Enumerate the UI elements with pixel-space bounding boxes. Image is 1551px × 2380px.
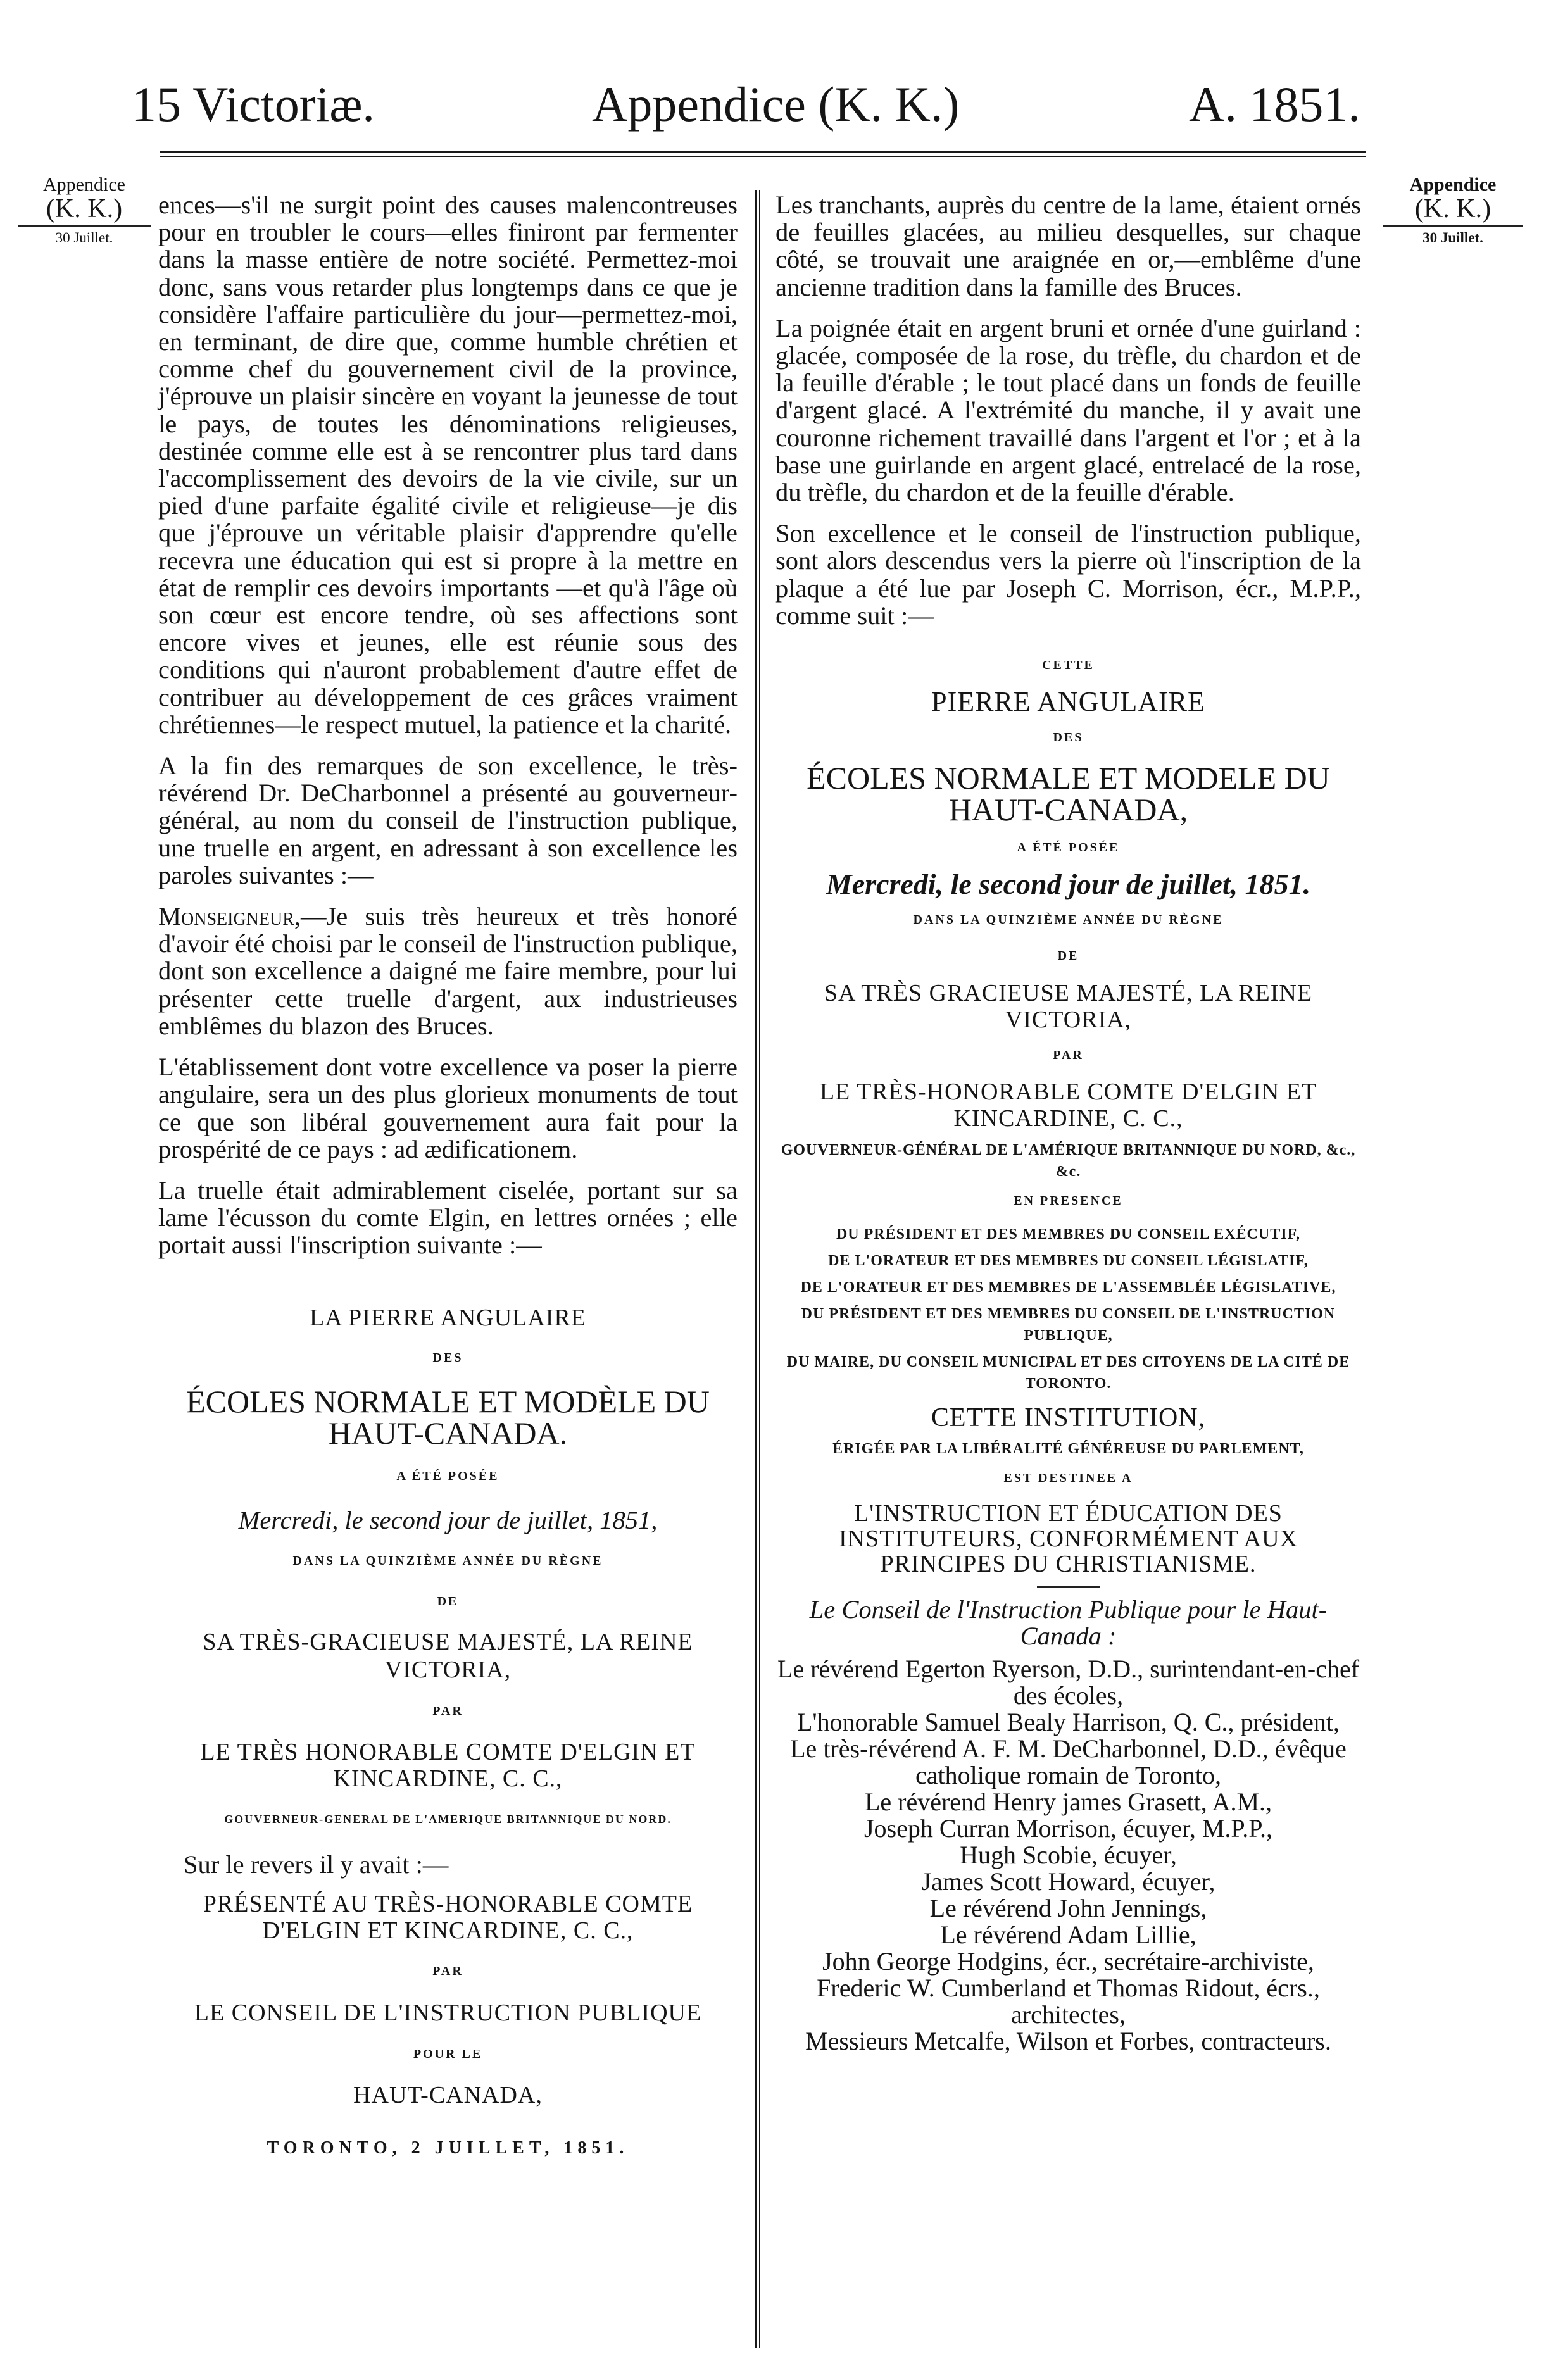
header-right: A. 1851. [1189,77,1360,132]
inscription-line: GOUVERNEUR-GÉNÉRAL DE L'AMÉRIQUE BRITANNIQUE DU NORD, &c., &c. [781,1141,1356,1180]
inscription-line: A ÉTÉ POSÉE [1017,840,1120,855]
inscription-line: DE [437,1594,459,1608]
inscription-line: ÉCOLES NORMALE ET MODELE DU HAUT-CANADA, [807,760,1330,827]
margin-kk-label: (K. K.) [46,194,123,223]
inscription-line: LE TRÈS-HONORABLE COMTE D'ELGIN ET KINCARDINE, C. C., [819,1078,1317,1132]
paragraph: Son excellence et le conseil de l'instruction publique, sont alors descendus vers la pierre où l'inscription de la plaque a été lue par Joseph C. Morrison, écr., M.P.P., comme suit :— [776,519,1361,630]
inscription-line: LE TRÈS HONORABLE COMTE D'ELGIN ET KINCARDINE, C. C., [200,1738,696,1792]
inscription-line: PAR [432,1964,463,1979]
inscription-line: DANS LA QUINZIÈME ANNÉE DU RÈGNE [292,1554,603,1569]
right-column [776,191,1361,2055]
paragraph-text: —Je suis très heureux et très honoré d'avoir été choisi par le conseil de l'instruction publique, dont son excellence a daigné me faire membre, pour lui présenter cette truelle d'argent, aux industrieuses emblêmes du blazon des Bruces. [158,902,738,1040]
inscription-line: CETTE INSTITUTION, [931,1403,1206,1432]
list-item: Le révérend Adam Lillie, [940,1920,1196,1950]
inscription-line: DE [1057,949,1079,963]
inscription-line: TORONTO, 2 JUILLET, 1851. [267,2138,629,2158]
reverse-intro: Sur le revers il y avait :— [184,1850,449,1879]
header-center: Appendice (K. K.) [592,77,960,132]
inscription-line: HAUT-CANADA, [353,2081,543,2108]
margin-date-label: 30 Juillet. [18,225,151,246]
inscription-line: GOUVERNEUR-GENERAL DE L'AMERIQUE BRITANNIQUE DU NORD. [224,1812,672,1826]
margin-appendice-label: Appendice [43,174,125,195]
inscription-line: PAR [1053,1048,1084,1063]
header-rule-top [160,151,1366,153]
inscription-line: A ÉTÉ POSÉE [396,1469,499,1483]
list-item: Le révérend John Jennings, [929,1894,1207,1923]
inscription-line: PRÉSENTÉ AU TRÈS-HONORABLE COMTE D'ELGIN ET KINCARDINE, C. C., [203,1891,693,1945]
column-divider-a [755,190,757,2348]
list-item: Joseph Curran Morrison, écuyer, M.P.P., [863,1814,1273,1843]
inscription-line: ÉCOLES NORMALE ET MODÈLE DU HAUT-CANADA. [186,1383,710,1451]
inscription-line: DU PRÉSIDENT ET DES MEMBRES DU CONSEIL DE L'INSTRUCTION PUBLIQUE, [801,1305,1336,1344]
header-rule-bottom [160,156,1366,157]
paragraph [158,903,738,1039]
inscription-line: POUR LE [413,2046,483,2061]
inscription-line: LA PIERRE ANGULAIRE [310,1304,586,1331]
left-column [158,191,738,2162]
paragraph: A la fin des remarques de son excellence, le très-révérend Dr. DeCharbonnel a présenté au gouverneur-général, au nom du conseil de l'instruction publique, une truelle en argent, en adressant à son excellence les paroles suivantes :— [158,751,738,889]
paragraph: La truelle était admirablement ciselée, portant sur sa lame l'écusson du comte Elgin, en lettres ornées ; elle portait aussi l'inscription suivante :— [158,1175,738,1260]
left-margin-note [18,175,151,246]
section-divider [1037,1586,1100,1588]
inscription-line: DU PRÉSIDENT ET DES MEMBRES DU CONSEIL EXÉCUTIF, [836,1225,1301,1243]
margin-kk-label: (K. K.) [1414,194,1491,223]
list-item: Le très-révérend A. F. M. DeCharbonnel, D.D., évêque catholique romain de Toronto, [790,1734,1347,1790]
inscription-line: DES [432,1350,463,1365]
inscription-line: EST DESTINEE A [1003,1471,1133,1486]
inscription-line: PIERRE ANGULAIRE [931,686,1205,718]
inscription-line: Mercredi, le second jour de juillet, 1851. [826,867,1311,900]
inscription-line: DANS LA QUINZIÈME ANNÉE DU RÈGNE [913,913,1224,927]
list-item: Le révérend Henry james Grasett, A.M., [864,1788,1272,1817]
inscription-line: DES [1053,730,1084,745]
header-left: 15 Victoriæ. [132,77,375,132]
member-list [776,1656,1361,2055]
inscription-line: DU MAIRE, DU CONSEIL MUNICIPAL ET DES CITOYENS DE LA CITÉ DE TORONTO. [786,1353,1350,1392]
inscription-line: CETTE [1042,658,1095,673]
inscription-line: DE L'ORATEUR ET DES MEMBRES DU CONSEIL LÉGISLATIF, [828,1252,1309,1269]
inscription-line: EN PRESENCE [1014,1193,1123,1208]
inscription-line: LE CONSEIL DE L'INSTRUCTION PUBLIQUE [194,1999,702,2026]
list-item: Frederic W. Cumberland et Thomas Ridout, écrs., architectes, [817,1974,1320,2029]
salutation: Monseigneur, [158,902,301,931]
list-item: Messieurs Metcalfe, Wilson et Forbes, contracteurs. [805,2027,1331,2056]
column-divider-b [759,190,760,2348]
paragraph: ences—s'il ne surgit point des causes malencontreuses pour en troubler le cours—elles finiront par fermenter dans la masse entière de notre société. Permettez-moi donc, sans vous retarder plus longtemps dans ce que je considère l'affaire particulière du jour—permettez-moi, en terminant, de dire que, comme humble chrétien et comme chef du gouvernement civil de la province, j'éprouve un plaisir sincère en voyant la jeunesse de tout le pays, de toutes les dénominations religieuses, destinée comme elle est à se rencontrer plus tard dans l'accomplissement des devoirs de la vie civile, sur un pied d'une parfaite égalité civile et religieuse—je dis que j'éprouve un véritable plaisir d'apprendre qu'elle recevra une éducation qui est si propre à la mettre en état de remplir ces devoirs importants —et qu'à l'âge où son cœur est encore tendre, où ses affections sont encore vives et jeunes, elle est réunie sous des conditions qui n'auront probablement d'autre effet de contribuer au développement de ces grâces vraiment chrétiennes—le respect mutuel, la patience et la charité. [158,191,738,739]
inscription-line: DE L'ORATEUR ET DES MEMBRES DE L'ASSEMBLÉE LÉGISLATIVE, [800,1279,1336,1296]
inscription-line: PAR [432,1703,463,1718]
inscription-line: SA TRÈS GRACIEUSE MAJESTÉ, LA REINE VICTORIA, [824,980,1313,1034]
paragraph: Les tranchants, auprès du centre de la lame, étaient ornés de feuilles glacées, au milieu desquelles, sur chaque côté, se trouvait une araignée en or,—emblême d'une ancienne tradition dans la famille des Bruces. [776,191,1361,301]
list-item: Hugh Scobie, écuyer, [960,1841,1177,1870]
paragraph: La poignée était en argent bruni et ornée d'une guirland : glacée, composée de la rose, du trèfle, du chardon et de la feuille d'érable ; le tout placé dans un fonds de feuille d'argent glacé. A l'extrémité du manche, il y avait une couronne richement travaillé dans l'argent et l'or ; et à la base une guirlande en argent glacé, entrelacé de la rose, du trèfle, du chardon et de la feuille d'érable. [776,313,1361,507]
margin-date-label: 30 Juillet. [1383,225,1523,246]
inscription-line: L'INSTRUCTION ET ÉDUCATION DES INSTITUTEURS, CONFORMÉMENT AUX PRINCIPES DU CHRISTIANISME. [839,1500,1298,1578]
list-item: L'honorable Samuel Bealy Harrison, Q. C., président, [796,1708,1340,1737]
list-item: Le révérend Egerton Ryerson, D.D., surintendant-en-chef des écoles, [777,1655,1360,1710]
council-heading: Le Conseil de l'Instruction Publique pour le Haut-Canada : [809,1595,1328,1651]
inscription-line: Mercredi, le second jour de juillet, 1851, [238,1506,658,1535]
paragraph: L'établissement dont votre excellence va poser la pierre angulaire, sera un des plus glorieux monuments de tout ce que son libéral gouvernement aura fait pour la prospérité de ce pays : ad ædificationem. [158,1053,738,1163]
inscription-line: ÉRIGÉE PAR LA LIBÉRALITÉ GÉNÉREUSE DU PARLEMENT, [832,1441,1304,1458]
inscription-line: SA TRÈS-GRACIEUSE MAJESTÉ, LA REINE VICTORIA, [203,1628,693,1683]
list-item: John George Hodgins, écr., secrétaire-archiviste, [822,1947,1314,1976]
margin-appendice-label: Appendice [1409,174,1497,195]
list-item: James Scott Howard, écuyer, [921,1867,1215,1896]
right-margin-note [1383,175,1523,246]
